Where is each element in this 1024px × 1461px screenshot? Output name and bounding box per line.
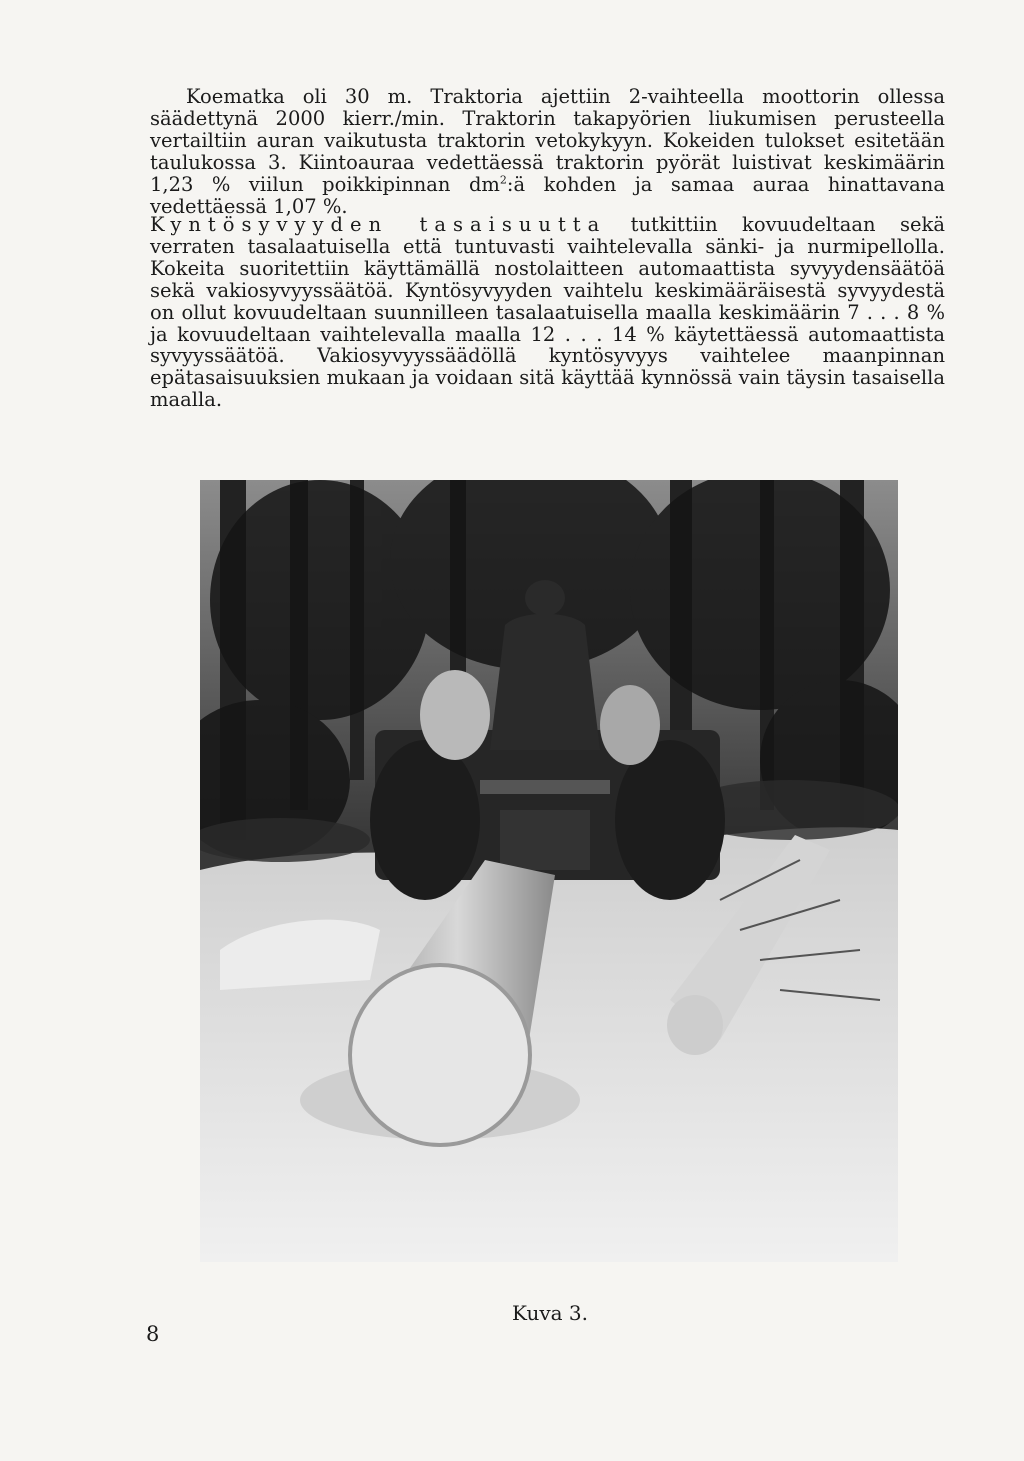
paragraph-text-b: :ä kohden ja samaa auraa hinattavana vedettäessä 1,07 %. — [150, 172, 945, 218]
paragraph-test-drive — [150, 86, 945, 217]
paragraph-text-a: Koematka oli 30 m. Traktoria ajettiin 2-vaihteella moottorin ollessa säädettynä 2000 kierr./min. Traktorin takapyörien liukumisen perusteella vertailtiin auran vaikutusta traktorin vetokykyyn. Kokeiden tulokset esitetään taulukossa 3. Kiintoauraa vedettäessä traktorin pyörät luistivat keskimäärin 1,23 % viilun poikkipinnan dm — [150, 85, 945, 196]
paragraph-text: tutkittiin kovuudeltaan sekä verraten tasalaatuisella että tuntuvasti vaihtelevalla sänki- ja nurmipellolla. Kokeita suoritettiin käyttämällä nostolaitteen automaattista syvyydensäätöä sekä vakiosyvyyssäätöä. Kyntösyvyyden vaihtelu keskimääräisestä syvyydestä on ollut kovuudeltaan suunnilleen tasalaatuisella maalla keskimäärin 7 . . . 8 % ja kovuudeltaan vaihtelevalla maalla 12 . . . 14 % käytettäessä automaattista syvyyssäätöä. Vakiosyvyyssäädöllä kyntösyvyys vaihtelee maanpinnan epätasaisuuksien mukaan ja voidaan sitä käyttää kynnössä vain täysin tasaisella maalla. — [150, 213, 945, 412]
spaced-heading: Kyntösyvyyden tasaisuutta — [150, 213, 607, 236]
page-number: 8 — [146, 1322, 160, 1346]
figure-caption: Kuva 3. — [511, 1301, 589, 1325]
superscript: 2 — [499, 173, 507, 187]
photo-tractor-logging — [200, 480, 898, 1262]
paragraph-plowing-depth — [150, 214, 945, 411]
